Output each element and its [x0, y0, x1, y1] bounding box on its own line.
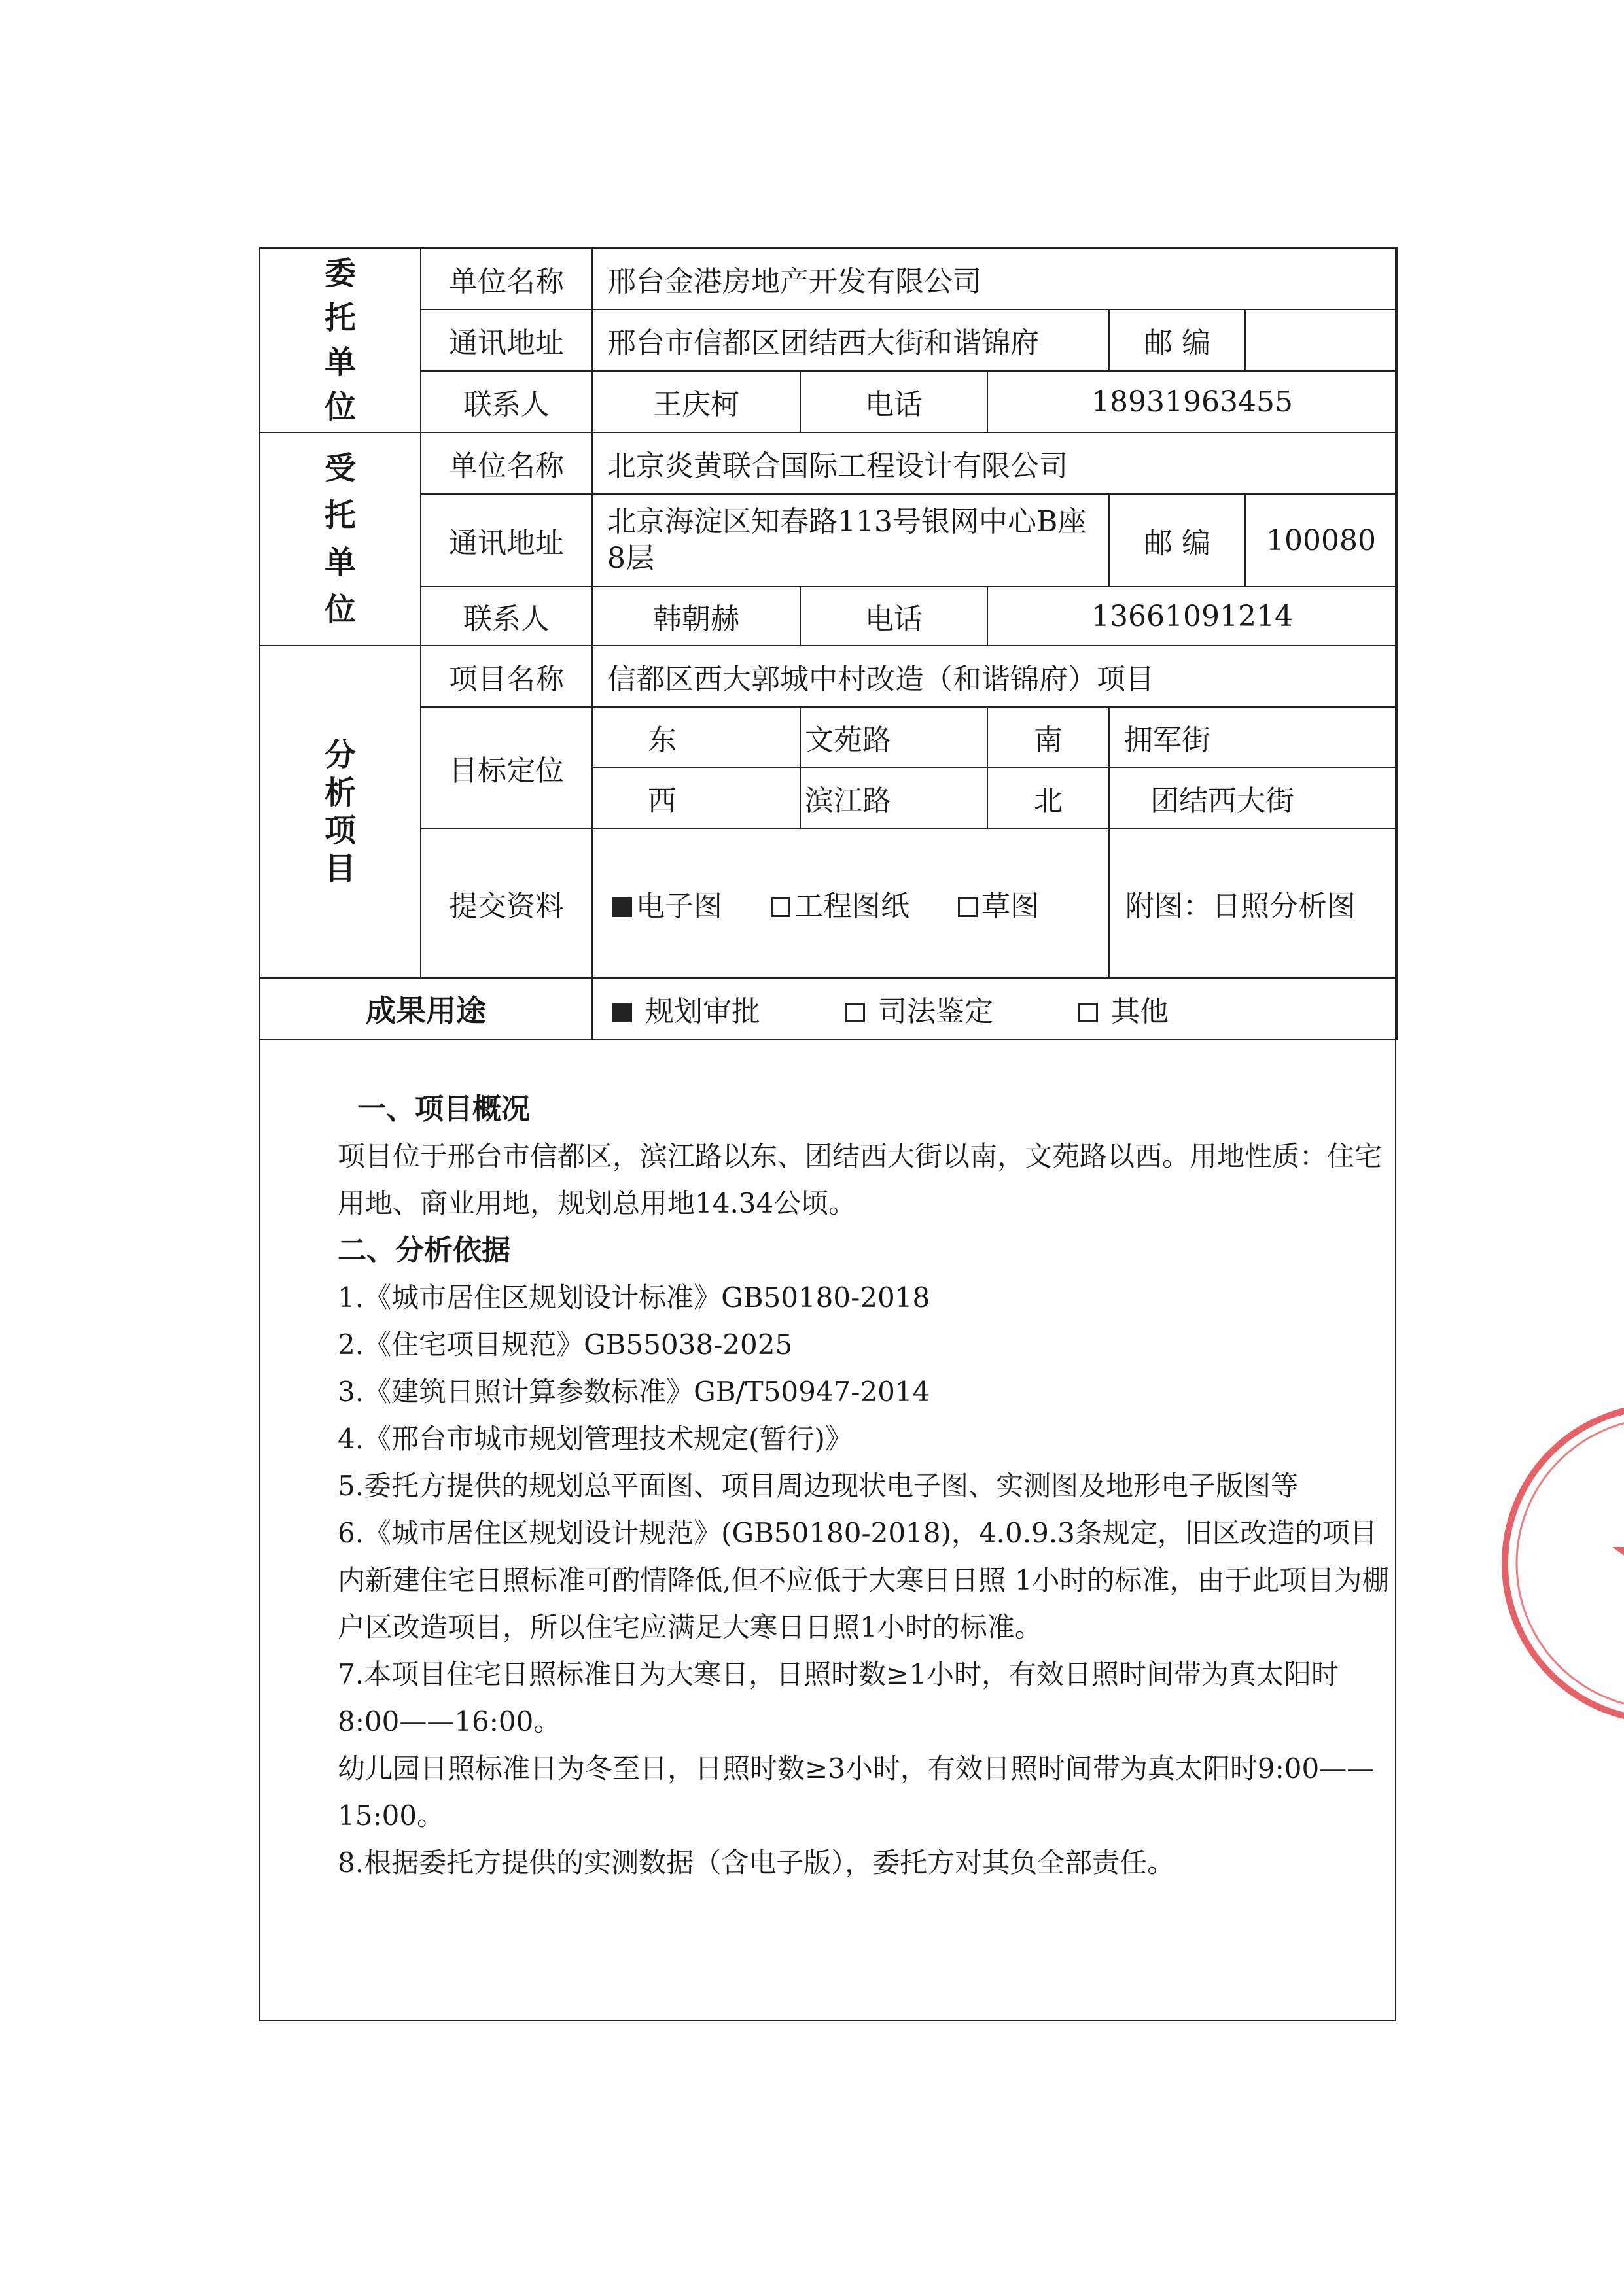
checkbox-empty-icon	[958, 897, 978, 917]
contractor-postcode-label: 邮 编	[1109, 494, 1245, 587]
company-seal-stamp	[1466, 1400, 1624, 1727]
contractor-address: 北京海淀区知春路113号银网中心B座8层	[592, 494, 1109, 587]
client-postcode-label: 邮 编	[1109, 309, 1245, 371]
east-value: 文苑路	[800, 707, 987, 767]
analysis-description	[338, 1086, 1395, 1887]
project-section-label: 分 析 项 目	[260, 646, 421, 978]
basis-item: 2.《住宅项目规范》GB55038-2025	[338, 1329, 793, 1361]
west-label: 西	[592, 767, 800, 829]
basis-item: 1.《城市居住区规划设计标准》GB50180-2018	[338, 1281, 930, 1313]
basis-item: 6.《城市居住区规划设计规范》(GB50180-2018)，4.0.9.3条规定，旧区改造的项目内新建住宅日照标准可酌情降低,但不应低于大寒日日照 1小时的标准，由于此项目为棚户区改造项目，所以住宅应满足大寒日日照1小时的标准。	[338, 1517, 1390, 1643]
project-name: 信都区西大郭城中村改造（和谐锦府）项目	[592, 646, 1397, 707]
north-label: 北	[987, 767, 1109, 829]
south-value: 拥军街	[1109, 707, 1397, 767]
contractor-phone-label: 电话	[800, 587, 987, 646]
basis-item: 5.委托方提供的规划总平面图、项目周边现状电子图、实测图及地形电子版图等	[338, 1470, 1299, 1502]
seal-star-icon	[1612, 1511, 1624, 1605]
client-contact: 王庆柯	[592, 371, 800, 432]
checkbox-checked-icon	[612, 1003, 632, 1022]
north-value: 团结西大街	[1109, 767, 1397, 829]
basis-item: 3.《建筑日照计算参数标准》GB/T50947-2014	[338, 1376, 930, 1408]
basis-item: 幼儿园日照标准日为冬至日，日照时数≥3小时，有效日照时间带为真太阳时9:00——15:00。	[338, 1752, 1375, 1832]
contractor-postcode: 100080	[1245, 494, 1397, 587]
usage-option-other[interactable]: 其他	[1078, 988, 1169, 1030]
client-company-label: 单位名称	[421, 248, 592, 309]
location-label: 目标定位	[421, 707, 592, 829]
checkbox-empty-icon	[845, 1003, 865, 1022]
usage-label: 成果用途	[260, 978, 592, 1039]
basis-item: 8.根据委托方提供的实测数据（含电子版），委托方对其负全部责任。	[338, 1847, 1175, 1879]
client-section-label: 委 托 单 位	[260, 248, 421, 432]
west-value: 滨江路	[800, 767, 987, 829]
contractor-phone: 13661091214	[987, 587, 1397, 646]
basis-item: 7.本项目住宅日照标准日为大寒日，日照时数≥1小时，有效日照时间带为真太阳时8:00——16:00。	[338, 1658, 1339, 1737]
contractor-company: 北京炎黄联合国际工程设计有限公司	[592, 432, 1397, 494]
client-postcode	[1245, 309, 1397, 371]
contractor-section-label: 受 托 单 位	[260, 432, 421, 646]
materials-label: 提交资料	[421, 829, 592, 978]
attachment-note: 附图：日照分析图	[1109, 829, 1397, 978]
basis-item: 4.《邢台市城市规划管理技术规定(暂行)》	[338, 1423, 853, 1455]
contractor-address-label: 通讯地址	[421, 494, 592, 587]
checkbox-checked-icon	[612, 897, 632, 917]
contractor-company-label: 单位名称	[421, 432, 592, 494]
south-label: 南	[987, 707, 1109, 767]
usage-option-planning[interactable]: 规划审批	[612, 988, 760, 1030]
client-phone: 18931963455	[987, 371, 1397, 432]
client-address: 邢台市信都区团结西大街和谐锦府	[592, 309, 1109, 371]
basis-heading: 二、分析依据	[338, 1234, 510, 1267]
client-address-label: 通讯地址	[421, 309, 592, 371]
checkbox-empty-icon	[1078, 1003, 1098, 1022]
usage-option-judicial[interactable]: 司法鉴定	[845, 988, 993, 1030]
contractor-contact-label: 联系人	[421, 587, 592, 646]
materials-checklist	[592, 829, 1109, 978]
material-option-sketch[interactable]: 草图	[958, 882, 1039, 924]
checkbox-empty-icon	[771, 897, 790, 917]
overview-text: 项目位于邢台市信都区，滨江路以东、团结西大街以南，文苑路以西。用地性质：住宅用地、商业用地，规划总用地14.34公顷。	[338, 1140, 1383, 1219]
east-label: 东	[592, 707, 800, 767]
material-option-drawings[interactable]: 工程图纸	[771, 882, 909, 924]
client-phone-label: 电话	[800, 371, 987, 432]
contractor-contact: 韩朝赫	[592, 587, 800, 646]
material-option-electronic[interactable]: 电子图	[612, 882, 722, 924]
project-name-label: 项目名称	[421, 646, 592, 707]
commission-form-table	[259, 247, 1398, 1040]
overview-heading: 一、项目概况	[357, 1092, 530, 1126]
usage-checklist	[592, 978, 1397, 1039]
client-contact-label: 联系人	[421, 371, 592, 432]
client-company: 邢台金港房地产开发有限公司	[592, 248, 1397, 309]
